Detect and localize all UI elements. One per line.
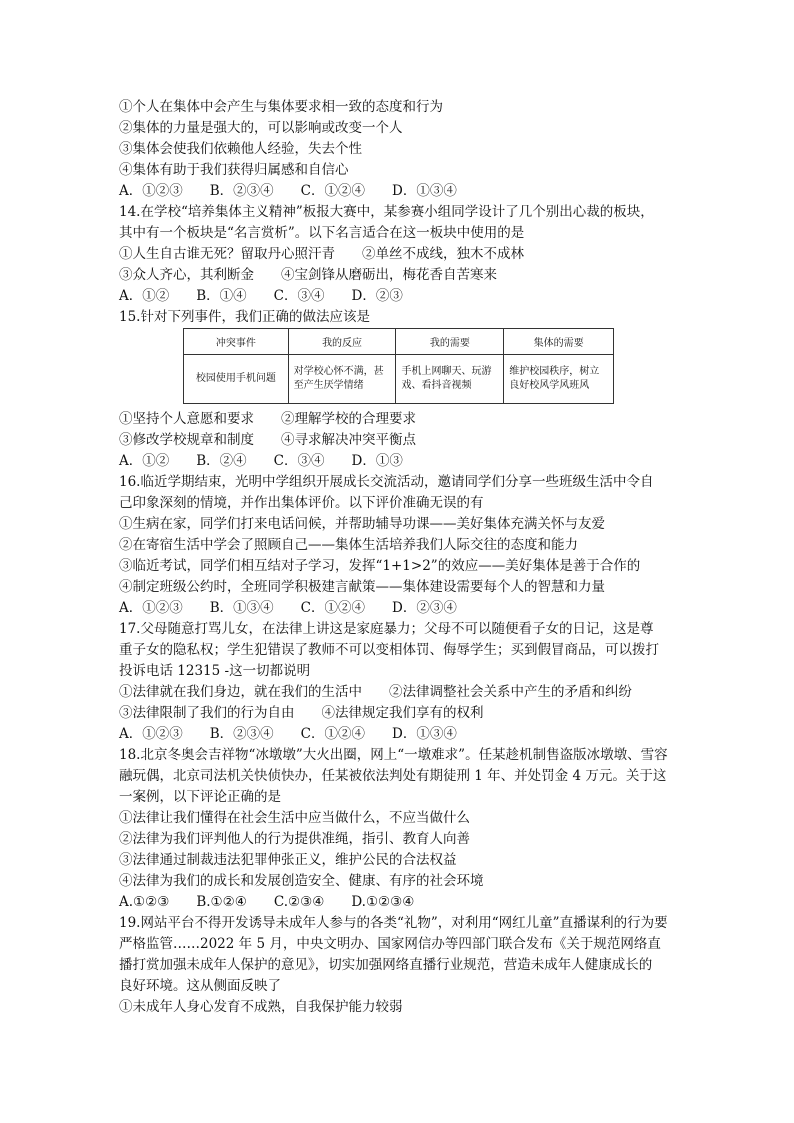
question-text: 其中有一个板块是“名言赏析”。以下名言适合在这一板块中使用的是: [119, 225, 525, 241]
table-cell: 对学校心怀不满，甚至产生厌学情绪: [288, 355, 396, 404]
table-header-cell: 集体的需要: [504, 329, 614, 355]
question-18: 18.北京冬奥会吉祥物“冰墩墩”大火出圈，网上“一墩难求”。任某趁机制售盗版冰墩墩、雪容: [119, 747, 668, 763]
table-header-row: [184, 329, 614, 355]
option-line: ①生病在家，同学们打来电话问候，并帮助辅导功课——美好集体充满关怀与友爱: [119, 516, 605, 532]
question-text: 良好环境。这从侧面反映了: [119, 978, 281, 994]
table-cell: 维护校园秩序，树立良好校风学风班风: [504, 355, 614, 404]
option-line: ③修改学校规章和制度 ④寻求解决冲突平衡点: [119, 432, 416, 448]
question-19: 19.网站平台不得开发诱导未成年人参与的各类“礼物”，对利用“网红儿童”直播谋利的行为要: [119, 915, 668, 931]
option-line: ①法律就在我们身边，就在我们的生活中 ②法律调整社会关系中产生的矛盾和纠纷: [119, 684, 632, 700]
question-14: 14.在学校“培养集体主义精神”板报大赛中，某参赛小组同学设计了几个别出心裁的板块，: [119, 204, 654, 220]
table-cell: 校园使用手机问题: [184, 355, 289, 404]
question-17: 17.父母随意打骂儿女，在法律上讲这是家庭暴力；父母不可以随便看子女的日记，这是尊: [119, 621, 654, 637]
option-line: ④法律为我们的成长和发展创造安全、健康、有序的社会环境: [119, 873, 484, 889]
question-text: 己印象深刻的情境，并作出集体评价。以下评价准确无误的有: [119, 495, 484, 511]
option-line: ④制定班级公约时，全班同学积极建言献策——集体建设需要每个人的智慧和力量: [119, 579, 605, 595]
answer-choices: A．①② B．①④ C．③④ D．②③: [119, 288, 403, 304]
answer-choices: A．①② B．②④ C．③④ D．①③: [119, 453, 403, 469]
option-line: ①人生自古谁无死？留取丹心照汗青 ②单丝不成线，独木不成林: [119, 246, 524, 262]
answer-choices: A.①②③ B.①②④ C.②③④ D.①②③④: [119, 894, 415, 910]
question-15: 15.针对下列事件，我们正确的做法应该是: [119, 309, 370, 325]
option-line: ②集体的力量是强大的，可以影响或改变一个人: [119, 120, 403, 136]
table-row: [184, 355, 614, 404]
question-text: 播打赏加强未成年人保护的意见》，切实加强网络直播行业规范，营造未成年人健康成长的: [119, 957, 653, 973]
option-line: ①未成年人身心发育不成熟，自我保护能力较弱: [119, 999, 403, 1015]
table-header-cell: 冲突事件: [184, 329, 289, 355]
option-line: ①个人在集体中会产生与集体要求相一致的态度和行为: [119, 99, 443, 115]
question-text: 一案例，以下评论正确的是: [119, 789, 281, 805]
option-line: ③法律限制了我们的行为自由 ④法律规定我们享有的权利: [119, 705, 484, 721]
answer-choices: A．①②③ B．②③④ C．①②④ D．①③④: [119, 726, 457, 742]
conflict-table: [183, 328, 614, 404]
question-16: 16.临近学期结束，光明中学组织开展成长交流活动，邀请同学们分享一些班级生活中令自: [119, 474, 654, 490]
option-line: ③众人齐心，其利断金 ④宝剑锋从磨砺出，梅花香自苦寒来: [119, 267, 497, 283]
question-text: 严格监管……2022 年 5 月，中央文明办、国家网信办等四部门联合发布《关于规范网络直: [119, 936, 661, 952]
answer-choices: A．①②③ B．①③④ C．①②④ D．②③④: [119, 600, 457, 616]
answer-choices: A．①②③ B．②③④ C．①②④ D．①③④: [119, 183, 457, 199]
option-line: ②法律为我们评判他人的行为提供准绳，指引、教育人向善: [119, 831, 470, 847]
table-header-cell: 我的反应: [288, 329, 396, 355]
table-cell: 手机上网聊天、玩游戏、看抖音视频: [396, 355, 504, 404]
option-line: ①坚持个人意愿和要求 ②理解学校的合理要求: [119, 411, 416, 427]
option-line: ③临近考试，同学们相互结对子学习，发挥“1+1>2”的效应——美好集体是善于合作的: [119, 558, 641, 574]
option-line: ④集体有助于我们获得归属感和自信心: [119, 162, 349, 178]
option-line: ②在寄宿生活中学会了照顾自己——集体生活培养我们人际交往的态度和能力: [119, 537, 578, 553]
option-line: ③集体会使我们依赖他人经验，失去个性: [119, 141, 362, 157]
option-line: ③法律通过制裁违法犯罪伸张正义，维护公民的合法权益: [119, 852, 457, 868]
question-text: 重子女的隐私权；学生犯错误了教师不可以变相体罚、侮辱学生；买到假冒商品，可以拨打: [119, 642, 659, 658]
option-line: ①法律让我们懂得在社会生活中应当做什么，不应当做什么: [119, 810, 470, 826]
table-header-cell: 我的需要: [396, 329, 504, 355]
question-text: 投诉电话 12315 -这一切都说明: [119, 663, 311, 679]
question-text: 融玩偶，北京司法机关快侦快办，任某被依法判处有期徒刑 1 年、并处罚金 4 万元。关于这: [119, 768, 667, 784]
